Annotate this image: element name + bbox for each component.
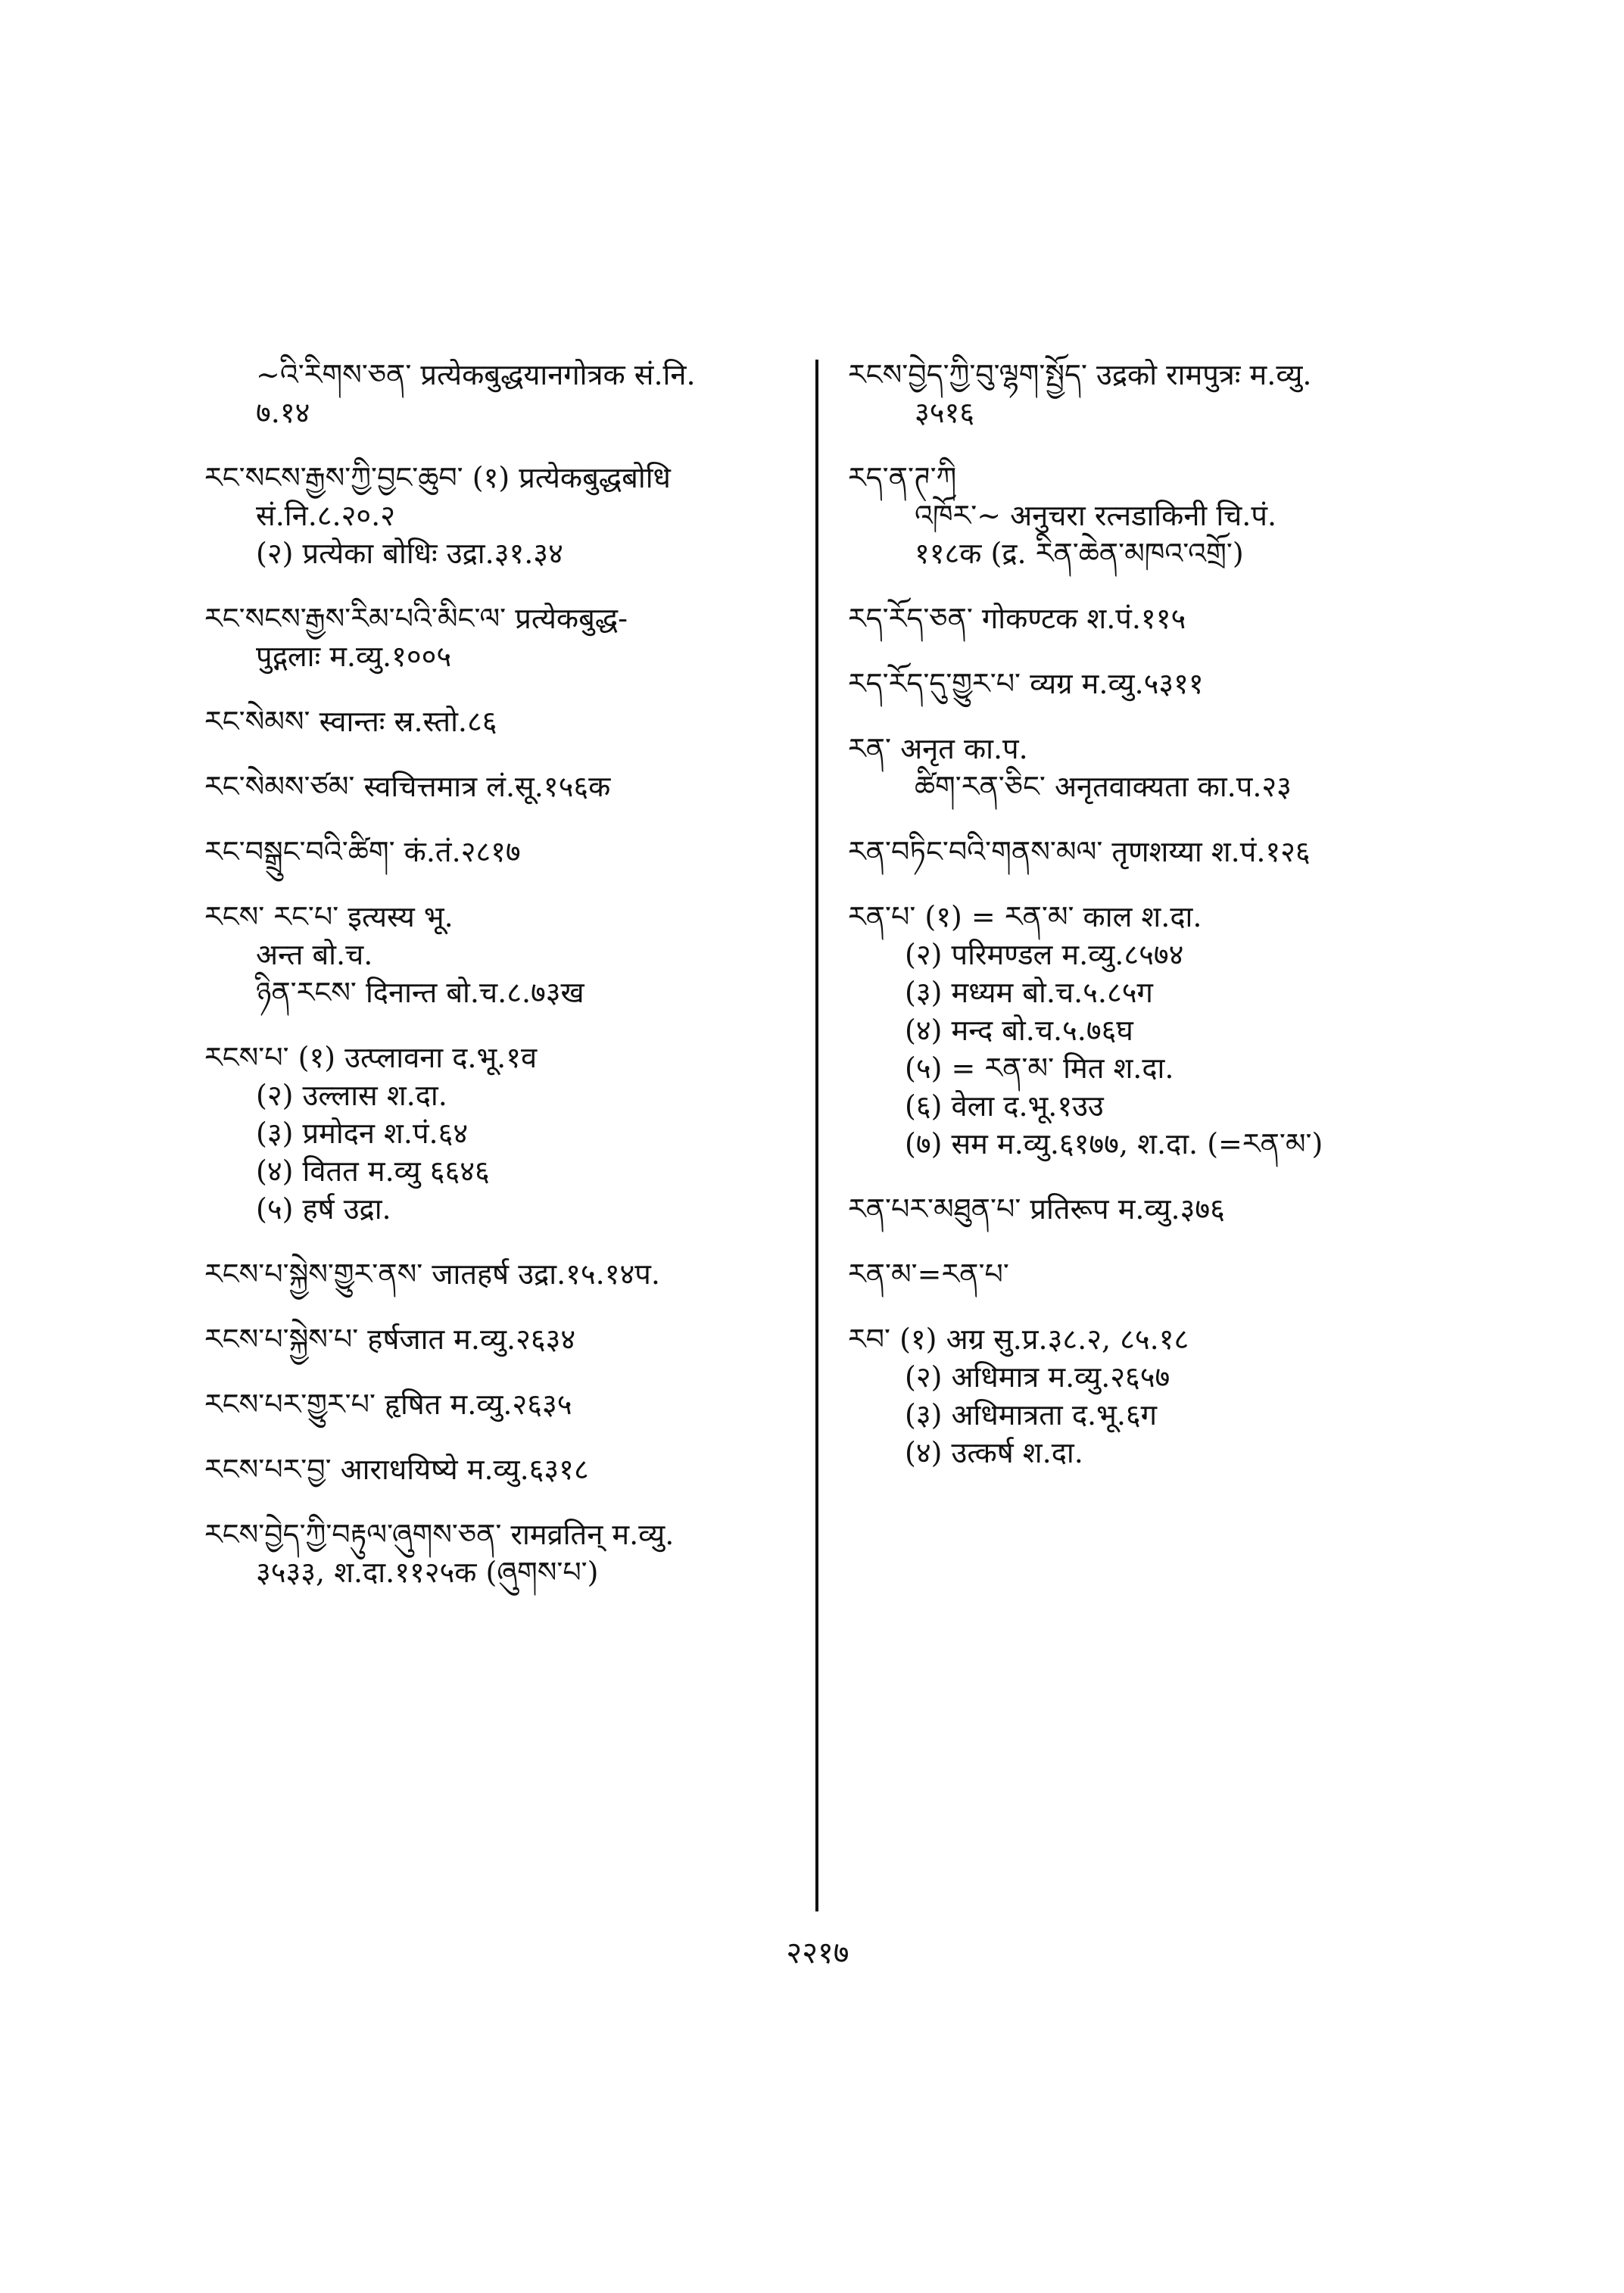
right-column-line: (२) अधिमात्र म.व्यु.२६५७ bbox=[905, 1360, 1170, 1394]
left-column-line: རངས་པར་གྱུར་པ་ हृषित म.व्यु.२६३५ bbox=[204, 1388, 572, 1421]
left-column-line: རང་སེམས་ཙམ་ स्वचित्तमात्र लं.सू.१५६क bbox=[204, 770, 611, 803]
left-column-line: (३) प्रमोदन श.पं.६४ bbox=[256, 1117, 469, 1150]
left-column-line: ~འི་རིགས་ཅན་ प्रत्येकबुद्धयानगोत्रक सं.नि. bbox=[256, 358, 696, 391]
left-column-line: རངས་བྱེད་ཀྱི་བརྟུལ་ཞུགས་ཅན་ रामव्रतिन् म.व्यु. bbox=[204, 1518, 675, 1551]
right-column-line: (३) मध्यम बो.च.५.८५ग bbox=[905, 976, 1153, 1009]
right-column-line: རད་རོད་དུ་གྱུར་པ་ व्यग्र म.व्यु.५३११ bbox=[848, 667, 1204, 700]
right-column-line: རད་ན་ཊ་ཀི bbox=[848, 461, 957, 494]
right-column-line: རངས་བྱེད་ཀྱི་བུ་ལྷག་སྤྱོད་ उद्रको रामपुत्रः म.व्यु. bbox=[848, 358, 1312, 391]
left-column-line: अन्त बो.च. bbox=[256, 938, 373, 971]
left-column-line: (४) वितत म.व्यु ६६४६ bbox=[256, 1154, 490, 1188]
left-column-line: རང་སེམས་ स्वान्तः स्र.स्तो.८६ bbox=[204, 705, 497, 738]
left-column-line: རངས་པ་སྐྱེས་གྱུར་ནས་ जातहर्ष उद्रा.१५.१४प. bbox=[204, 1257, 660, 1291]
left-column-line: རང་སངས་རྒྱས་ཀྱི་བྱང་ཆུབ་ (१) प्रत्येकबुद्धबोधि bbox=[204, 461, 671, 494]
left-column-line: सं.नि.८.२०.२ bbox=[256, 499, 395, 532]
right-column-line: འཁོར་~ अनुचरा रत्नडाकिनी चि.पं. bbox=[915, 499, 1277, 532]
right-column-line: ३५१६ bbox=[915, 396, 975, 429]
left-column-line: རངས་ རང་པ་ इत्यस्य भू. bbox=[204, 900, 454, 933]
right-column-line: ཚིག་རན་ཅིང་ अनृतवाक्यता का.प.२३ bbox=[915, 770, 1292, 803]
right-column-line: (४) उत्कर्ष श.दा. bbox=[905, 1436, 1083, 1469]
left-column-line: ཉིན་རངས་ दिनान्त बो.च.८.७३ख bbox=[256, 976, 584, 1009]
right-column-line: (२) परिमण्डल म.व्यु.८५७४ bbox=[905, 938, 1184, 971]
left-column-line: ३५३३, श.दा.११२५क (ཞུགས་པ་) bbox=[256, 1556, 599, 1589]
left-column-line: རང་སངས་རྒྱས་རིམ་པའི་མིང་ལ་ प्रत्येकबुद्ध- bbox=[204, 602, 628, 635]
left-column-line: རངས་པ་སྐྱེས་པ་ हर्षजात म.व्यु.२६३४ bbox=[204, 1323, 576, 1356]
right-column-line: རན་པ་ (१) = རན་མ་ काल श.दा. bbox=[848, 900, 1202, 933]
page-number: २२१७ bbox=[786, 1936, 849, 1971]
left-column-line: རང་བསྒྲུང་བའི་ཚིག་ कं.तं.२८१७ bbox=[204, 835, 521, 868]
right-column-line: (३) अधिमात्रता द.भू.६ग bbox=[905, 1398, 1158, 1432]
right-column-line: རད་རོད་ཅན་ गोकण्टक श.पं.११५ bbox=[848, 602, 1186, 635]
right-column-line: རན་པར་མཐུན་པ་ प्रतिरूप म.व्यु.३७६ bbox=[848, 1192, 1225, 1226]
left-column-line: རངས་པར་བྱ་ आराधयिष्ये म.व्यु.६३१८ bbox=[204, 1453, 589, 1486]
right-column-line: རན་བཏིང་བའི་གནས་མལ་ तृणशय्या श.पं.१२६ bbox=[848, 835, 1311, 868]
right-column-line: (७) सम म.व्यु.६१७७, श.दा. (=རན་མ་) bbox=[905, 1127, 1323, 1161]
right-column-line: (६) वेला द.भू.१उउ bbox=[905, 1089, 1104, 1123]
right-column bbox=[848, 356, 1454, 1472]
left-column-line: (२) प्रत्येका बोधिः उद्रा.३१.३४ bbox=[256, 537, 563, 570]
left-column-line: ७.१४ bbox=[256, 396, 310, 429]
left-column-line: पुद्गलाः म.व्यु.१००५ bbox=[256, 640, 452, 673]
right-column-line: (४) मन्द बो.च.५.७६घ bbox=[905, 1014, 1133, 1047]
left-column-line: (२) उल्लास श.दा. bbox=[256, 1079, 447, 1112]
right-column-line: རབ་ (१) अग्र सु.प्र.३८.२, ८५.१८ bbox=[848, 1323, 1189, 1356]
left-column-line: (५) हर्ष उद्रा. bbox=[256, 1192, 391, 1226]
right-column-line: རན་ अनृत का.प. bbox=[848, 732, 1028, 765]
right-column-line: རན་མ་=རན་པ་ bbox=[848, 1257, 1009, 1291]
right-column-line: (५) = རན་མ་ मित श.दा. bbox=[905, 1051, 1174, 1085]
right-column-line: ११८क (द्र. རིན་ཆེན་མཁའ་འགྲོ་) bbox=[915, 537, 1244, 570]
left-column-line: རངས་པ་ (१) उत्प्लावना द.भू.१व bbox=[204, 1041, 538, 1074]
left-column bbox=[204, 356, 810, 1591]
column-divider bbox=[815, 360, 818, 1911]
